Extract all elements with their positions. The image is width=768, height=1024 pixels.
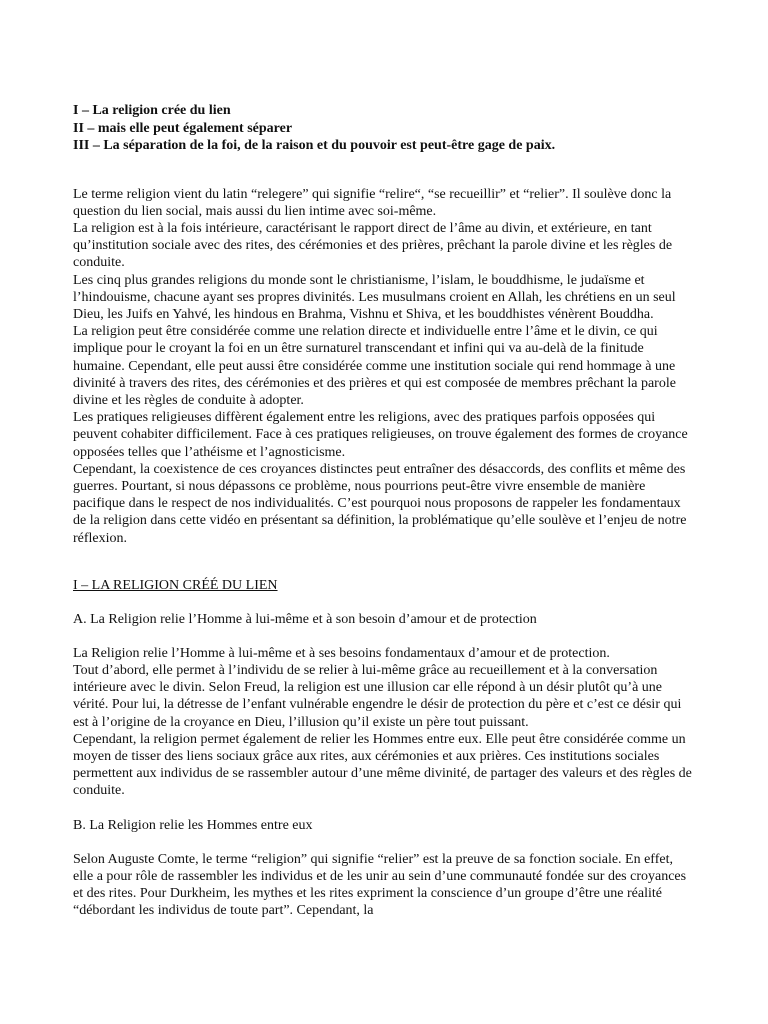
subsection-a-body bbox=[73, 645, 695, 800]
document-page bbox=[73, 102, 695, 933]
intro-paragraph-1: Le terme religion vient du latin “relegere” qui signifie “relire“, “se recueillir” et “relier”. Il soulève donc la question du lien social, mais aussi du lien intime avec soi-même. bbox=[73, 186, 672, 219]
outline-line-3: III – La séparation de la foi, de la raison et du pouvoir est peut-être gage de paix. bbox=[73, 138, 556, 153]
intro-paragraph-6: Cependant, la coexistence de ces croyances distinctes peut entraîner des désaccords, des conflits et même des guerres. Pourtant, si nous dépassons ce problème, nous pourrions peut-être vivre ensemble de manière pacifique dans le respect de nos individualités. C’est pourquoi nous proposons de rappeler les fondamentaux de la religion dans cette vidéo en présentant sa définition, la problématique qu’elle soulève et l’enjeu de notre réflexion. bbox=[73, 461, 687, 546]
intro-paragraph-3: Les cinq plus grandes religions du monde sont le christianisme, l’islam, le bouddhisme, le judaïsme et l’hindouisme, chacune ayant ses propres divinités. Les musulmans croient en Allah, les chrétiens en un seul Dieu, les Juifs en Yahvé, les hindous en Brahma, Vishnu et Shiva, et les bouddhistes vénèrent Bouddha. bbox=[73, 272, 676, 322]
outline-line-2: II – mais elle peut également séparer bbox=[73, 120, 293, 136]
outline-plan bbox=[73, 102, 695, 155]
subsection-a-paragraph-2: Tout d’abord, elle permet à l’individu de se relier à lui-même grâce au recueillement et à la conversation intérieure avec le divin. Selon Freud, la religion est une illusion car elle répond à un désir plutôt qu’à une vérité. Pour lui, la détresse de l’enfant vulnérable engendre le désir de protection du père et c’est ce désir qui est à l’origine de la croyance en Dieu, l’illusion qu’il existe un père tout puissant. bbox=[73, 662, 682, 730]
subsection-b-heading: B. La Religion relie les Hommes entre eux bbox=[73, 817, 313, 833]
intro-paragraph-4: La religion peut être considérée comme une relation directe et individuelle entre l’âme et le divin, ce qui implique pour le croyant la foi en un être surnaturel transcendant et infini qui va au-delà de la finitude humaine. Cependant, elle peut aussi être considérée comme une institution sociale qui rend hommage à une divinité à travers des rites, des cérémonies et des prières et qui est composée de membres prêchant la parole divine et les règles de conduite à adopter. bbox=[73, 324, 676, 408]
section-1-title: I – LA RELIGION CRÉÉ DU LIEN bbox=[73, 577, 278, 593]
introduction bbox=[73, 186, 695, 547]
subsection-a-heading: A. La Religion relie l’Homme à lui-même et à son besoin d’amour et de protection bbox=[73, 611, 537, 627]
intro-paragraph-2: La religion est à la fois intérieure, caractérisant le rapport direct de l’âme au divin, et extérieure, en tant qu’institution sociale avec des rites, des cérémonies et des prières, prêchant la parole divine et les règles de conduite. bbox=[73, 220, 673, 271]
outline-line-1: I – La religion crée du lien bbox=[73, 103, 231, 118]
intro-paragraph-5: Les pratiques religieuses diffèrent également entre les religions, avec des pratiques parfois opposées qui peuvent cohabiter difficilement. Face à ces pratiques religieuses, on trouve également des formes de croyance opposées telles que l’athéisme et l’agnosticisme. bbox=[73, 410, 688, 460]
subsection-b-body bbox=[73, 851, 695, 920]
subsection-a-paragraph-3: Cependant, la religion permet également de relier les Hommes entre eux. Elle peut être considérée comme un moyen de tisser des liens sociaux grâce aux rites, aux cérémonies et aux prières. Ces institutions sociales permettent aux individus de se rassembler autour d’une même divinité, de partager des valeurs et des règles de conduite. bbox=[73, 731, 692, 799]
subsection-b-paragraph-1: Selon Auguste Comte, le terme “religion” qui signifie “relier” est la preuve de sa fonction sociale. En effet, elle a pour rôle de rassembler les individus et de les unir au sein d’une communauté fondée sur des croyances et des rites. Pour Durkheim, les mythes et les rites expriment la conscience d’un groupe d’être une réalité “débordant les individus de toute part”. Cependant, la bbox=[73, 851, 687, 919]
subsection-a-paragraph-1: La Religion relie l’Homme à lui-même et à ses besoins fondamentaux d’amour et de protection. bbox=[73, 645, 610, 661]
